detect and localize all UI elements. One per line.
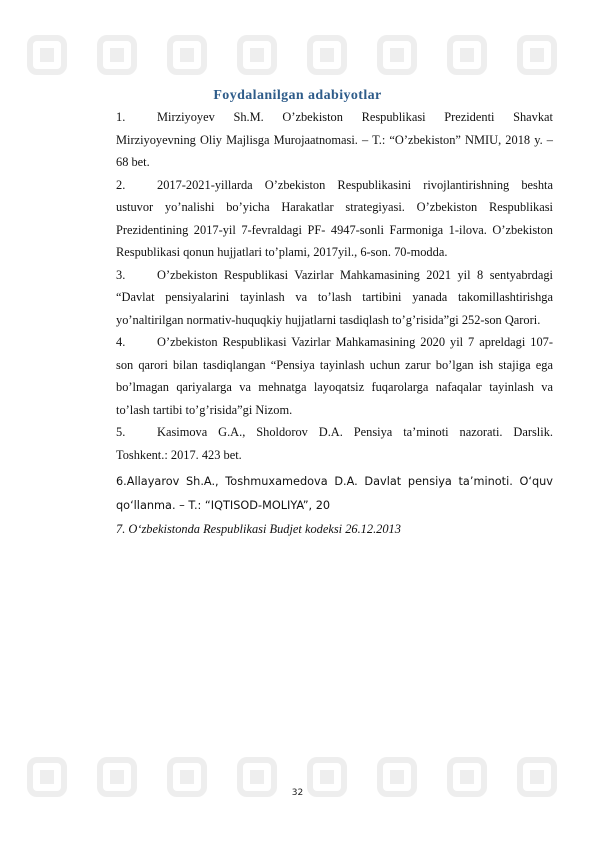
reference-item [116,331,553,421]
reference-number: 4. [116,335,126,349]
reference-text: O‘zbekistonda Respublikasi Budjet kodeksi 26.12.2013 [128,522,401,536]
reference-text: Mirziyoyev Sh.M. O’zbekiston Respublikasi Prezidenti Shavkat Mirziyoyevning Oliy Majlisga Murojaatnomasi. – T.: “O’zbekiston” NMIU, 2018 y. – 68 bet. [116,110,553,169]
reference-number: 2. [116,177,126,192]
reference-text: O’zbekiston Respublikasi Vazirlar Mahkamasining 2021 yil 8 sentyabrdagi “Davlat pensiyalarini tayinlash va to’lash tartibini yanada takomillashtirishga yo’naltirilgan normativ-huquqkiy hujjatlarni tasdiqlash to’g’risida”gi 252-son Qarori. [116,267,553,327]
reference-item [116,421,553,466]
reference-item [116,106,553,174]
reference-item [116,470,553,518]
reference-number: 5. [116,425,126,439]
reference-item [116,174,553,264]
reference-list [116,106,553,541]
reference-text: O’zbekiston Respublikasi Vazirlar Mahkamasining 2020 yil 7 apreldagi 107-son qarori bilan tasdiqlangan “Pensiya tayinlash uchun zarur bo’lgan ish stajiga ega bo’lmagan qariyalarga va mehnatga layoqatsiz fuqarolarga nafaqalar tayinlash va to’lash tartibi to’g’risida”gi Nizom. [116,335,553,417]
reference-number: 1. [116,110,126,124]
reference-item [116,518,553,541]
reference-number: 7. [116,522,126,536]
reference-item [116,264,553,332]
reference-number: 3. [116,267,126,282]
page-number: 32 [291,788,304,798]
reference-text: 2017-2021-yillarda O’zbekiston Respublikasini rivojlantirishning beshta ustuvor yo’nalishi bo’yicha Harakatlar strategiyasi. O’zbekiston Respublikasi Prezidentining 2017-yil 7-fevraldagi PF- 4947-sonli Farmoniga 1-ilova. O’zbekiston Respublikasi qonun hujjatlari to’plami, 2017yil., 6-son. 70-modda. [116,177,553,259]
reference-text: Kasimova G.A., Sholdorov D.A. Pensiya ta’minoti nazorati. Darslik. Toshkent.: 2017. 423 bet. [116,425,553,462]
page-title: Foydalanilgan adabiyotlar [213,88,382,103]
reference-number: 6. [116,475,127,488]
reference-text: Allayarov Sh.A., Toshmuxamedova D.A. Davlat pensiya ta’minoti. O‘quv qo‘llanma. – T.: “IQTISOD-MOLIYA”, 20 [116,475,553,512]
